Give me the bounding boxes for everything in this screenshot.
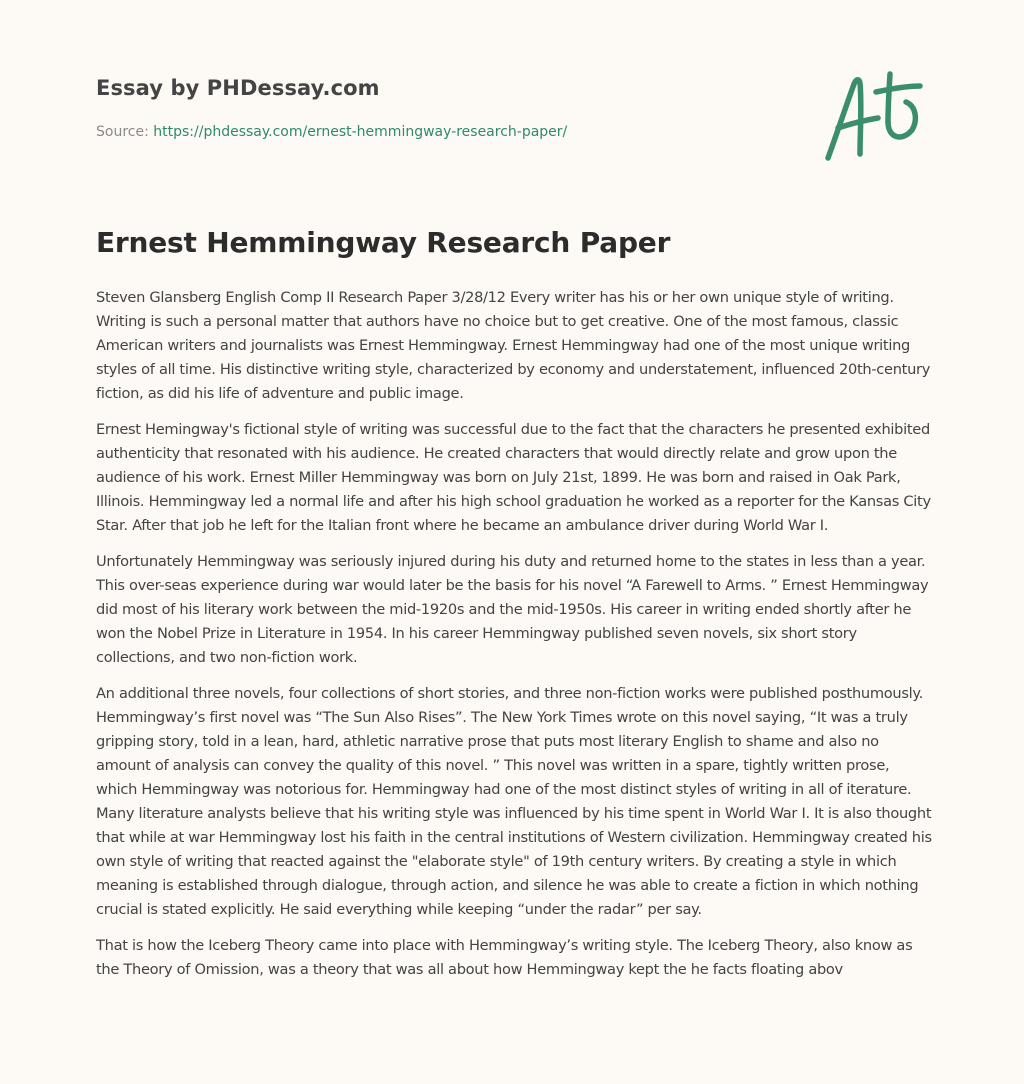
source-line — [96, 124, 567, 140]
essay-paragraph: Ernest Hemingway's fictional style of writing was successful due to the fact that the characters he presented exhibited authenticity that resonated with his audience. He created characters that would directly relate and grow upon the audience of his work. Ernest Miller Hemmingway was born on July 21st, 1899. He was born and raised in Oak Park, Illinois. Hemmingway led a normal life and after his high school graduation he worked as a reporter for the Kansas City Star. After that job he left for the Italian front where he became an ambulance driver during World War I. — [96, 421, 931, 534]
source-label: Source: — [96, 124, 149, 140]
essay-paragraph: Unfortunately Hemmingway was seriously injured during his duty and returned home to the states in less than a year. This over-seas experience during war would later be the basis for his novel “A Farewell to Arms. ” Ernest Hemmingway did most of his literary work between the mid-1920s and the mid-1950s. His career in writing ended shortly after he won the Nobel Prize in Literature in 1954. In his career Hemmingway published seven novels, six short story collections, and two non-fiction work. — [96, 553, 929, 666]
a-plus-logo-icon — [816, 66, 928, 166]
essay-paragraph: An additional three novels, four collections of short stories, and three non-fiction works were published posthumously. Hemmingway’s first novel was “The Sun Also Rises”. The New York Times wrote on this novel saying, “It was a truly gripping story, told in a lean, hard, athletic narrative prose that puts most literary English to shame and also no amount of analysis can convey the quality of this novel. ” This novel was written in a spare, tightly written prose, which Hemmingway was notorious for. Hemmingway had one of the most distinct styles of writing in all of iterature. Many literature analysts believe that his writing style was influenced by his time spent in World War I. It is also thought that while at war Hemmingway lost his faith in the central institutions of Western civilization. Hemmingway created his own style of writing that reacted against the "elaborate style" of 19th century writers. By creating a style in which meaning is established through dialogue, through action, and silence he was able to create a fiction in which nothing crucial is stated explicitly. He said everything while keeping “under the radar” per say. — [96, 685, 932, 918]
essay-body — [96, 286, 932, 994]
source-link[interactable]: https://phdessay.com/ernest-hemmingway-research-paper/ — [153, 124, 568, 140]
essay-paragraph: That is how the Iceberg Theory came into place with Hemmingway’s writing style. The Iceberg Theory, also know as the Theory of Omission, was a theory that was all about how Hemmingway kept the he facts floating abov — [96, 937, 913, 978]
essay-title: Ernest Hemmingway Research Paper — [96, 226, 671, 259]
essay-paragraph: Steven Glansberg English Comp II Research Paper 3/28/12 Every writer has his or her own unique style of writing. Writing is such a personal matter that authors have no choice but to get creative. One of the most famous, classic American writers and journalists was Ernest Hemmingway. Ernest Hemmingway had one of the most unique writing styles of all time. His distinctive writing style, characterized by economy and understatement, influenced 20th-century fiction, as did his life of adventure and public image. — [96, 289, 931, 402]
site-title: Essay by PHDessay.com — [96, 76, 380, 100]
